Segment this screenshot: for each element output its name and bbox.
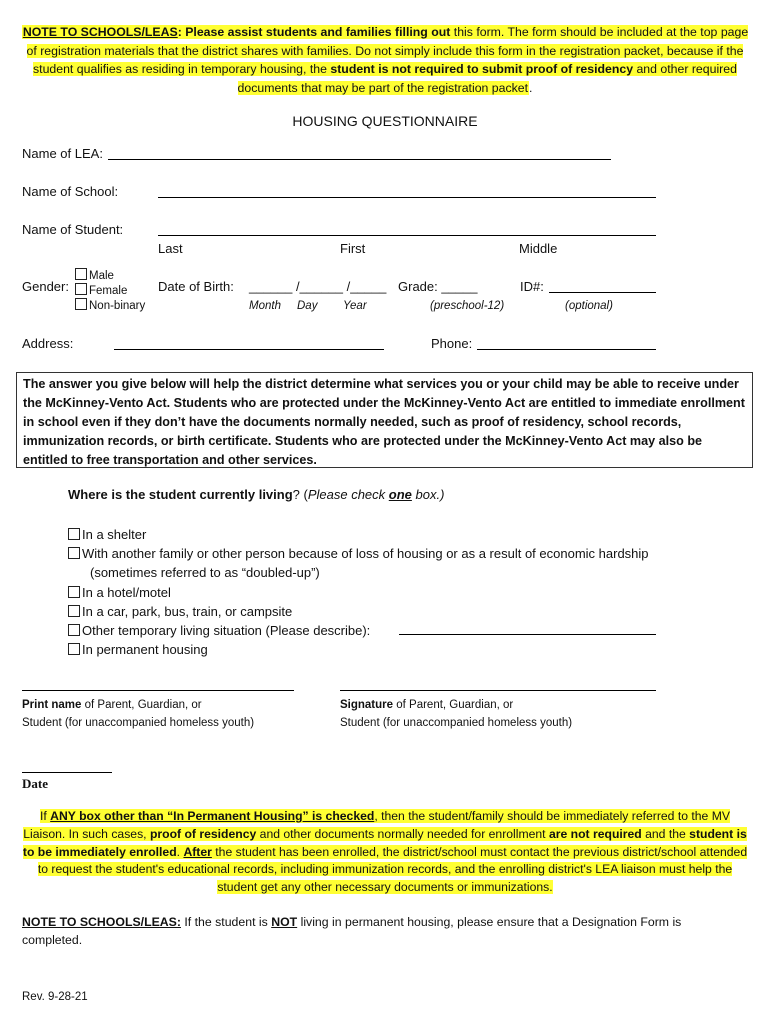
dob-label: Date of Birth: <box>158 279 234 294</box>
checkbox-icon[interactable] <box>75 283 87 295</box>
option-label: In a car, park, bus, train, or campsite <box>82 603 293 619</box>
referral-text: and the <box>641 826 690 841</box>
option-label: In a hotel/motel <box>82 584 171 600</box>
option-label: In permanent housing <box>82 642 208 658</box>
checkbox-icon[interactable] <box>75 298 87 310</box>
phone-input[interactable] <box>477 349 656 350</box>
question-text: Where is the student currently living <box>68 487 293 502</box>
student-input[interactable] <box>158 235 656 236</box>
date-label: Date <box>22 776 48 791</box>
signature-bold: Signature <box>340 699 394 711</box>
bottom-note-not: NOT <box>271 915 298 929</box>
bottom-note <box>22 913 722 949</box>
top-note-text: this form. The form should be included at the top page of registration materials that the district shares with families. Do not simply include this form in the registration packet, because if the student qualifies as residing in temporary housing, the <box>26 25 749 76</box>
referral-text: the student has been enrolled, the district/school must contact the previous district/school attended to request the student's educational records, including immunization records, and the enrolling district's LEA liaison must help the student get any other necessary documents or immunizations. <box>37 844 748 895</box>
option-doubled-up-note: (sometimes referred to as “doubled-up”) <box>90 565 320 581</box>
phone-label: Phone: <box>431 336 473 351</box>
gender-option-label: Female <box>89 285 128 297</box>
lea-input[interactable] <box>108 159 611 160</box>
signature-text: of Parent, Guardian, or <box>393 699 514 711</box>
referral-emphasis: proof of residency <box>149 826 257 841</box>
dob-month-label: Month <box>249 300 281 312</box>
middle-name-label: Middle <box>519 241 558 256</box>
referral-text: and other documents normally needed for enrollment <box>256 826 549 841</box>
address-input[interactable] <box>114 349 384 350</box>
bottom-note-text-2: living in permanent housing, please ensure that a Designation Form is completed. <box>22 915 682 947</box>
referral-text: . <box>176 844 184 859</box>
address-label: Address: <box>22 336 74 351</box>
gender-option-male[interactable] <box>75 268 145 283</box>
referral-emphasis: After <box>183 844 212 859</box>
page-title: HOUSING QUESTIONNAIRE <box>292 113 478 129</box>
bottom-note-text: If the student is <box>180 915 272 929</box>
signature-input[interactable] <box>340 690 656 691</box>
print-name-bold: Print name <box>22 699 82 711</box>
referral-emphasis: ANY box other than “In Permanent Housing” is checked <box>50 809 375 823</box>
date-input[interactable] <box>22 772 112 773</box>
school-input[interactable] <box>158 197 656 198</box>
print-name-label <box>22 696 254 732</box>
option-shelter[interactable] <box>68 525 649 544</box>
option-car-park[interactable] <box>68 602 649 621</box>
gender-option-label: Non-binary <box>89 300 146 312</box>
question-hint-end: box.) <box>411 487 445 502</box>
print-name-text-2: Student (for unaccompanied homeless youth) <box>22 717 255 729</box>
gender-option-nonbinary[interactable] <box>75 298 145 313</box>
top-note-lead-bold: : Please assist students and families filling out <box>177 25 451 39</box>
option-label: Other temporary living situation (Please describe): <box>82 623 371 639</box>
signature-label <box>340 696 572 732</box>
referral-text: If <box>40 809 51 823</box>
option-label: In a shelter <box>82 527 147 542</box>
question-hint-one: one <box>388 487 412 502</box>
id-hint: (optional) <box>565 300 613 312</box>
other-describe-input[interactable] <box>399 634 656 635</box>
grade-hint: (preschool-12) <box>430 300 505 312</box>
bottom-note-lead: NOTE TO SCHOOLS/LEAS: <box>22 915 181 929</box>
checkbox-icon[interactable] <box>68 605 80 617</box>
living-options <box>68 525 649 659</box>
question-punct: ? ( <box>292 487 308 502</box>
top-note-lead: NOTE TO SCHOOLS/LEAS <box>22 25 178 39</box>
gender-option-label: Male <box>89 270 114 282</box>
checkbox-icon[interactable] <box>68 643 80 655</box>
info-box: The answer you give below will help the district determine what services you or your child may be able to receive under the McKinney-Vento Act. Students who are protected under the McKinney-Vento Act are entitled to immediate enrollment in school even if they don’t have the documents normally needed, such as proof of residency, school records, immunization records, or birth certificate. Students who are protected under the McKinney-Vento Act may also be entitled to free transportation and other services. <box>16 372 753 468</box>
option-label: With another family or other person because of loss of housing or as a result of economic hardship <box>82 546 649 562</box>
revision-label: Rev. 9-28-21 <box>22 991 88 1003</box>
top-note-text-2: and other required documents that may be part of the registration packet <box>237 62 737 95</box>
school-label: Name of School: <box>22 184 119 199</box>
grade-input[interactable]: Grade: _____ <box>398 279 478 294</box>
checkbox-icon[interactable] <box>68 624 80 636</box>
dob-year-label: Year <box>343 300 367 312</box>
first-name-label: First <box>340 241 366 256</box>
checkbox-icon[interactable] <box>68 586 80 598</box>
top-note-bold: student is not required to submit proof of residency <box>330 62 634 76</box>
referral-note <box>22 808 748 897</box>
option-hotel[interactable] <box>68 583 649 602</box>
option-other[interactable] <box>68 621 649 640</box>
print-name-text: of Parent, Guardian, or <box>81 699 202 711</box>
last-name-label: Last <box>158 241 183 256</box>
signature-text-2: Student (for unaccompanied homeless youth) <box>340 717 573 729</box>
dob-input[interactable]: ______ /______ /_____ <box>249 279 387 294</box>
question-hint: Please check <box>307 487 389 502</box>
option-permanent[interactable] <box>68 640 649 659</box>
referral-emphasis: are not required <box>548 826 642 841</box>
student-label: Name of Student: <box>22 222 124 237</box>
top-note-end: . <box>529 80 533 95</box>
living-question <box>68 487 444 502</box>
gender-label: Gender: <box>22 279 69 294</box>
print-name-input[interactable] <box>22 690 294 691</box>
top-note <box>20 23 750 97</box>
checkbox-icon[interactable] <box>68 547 80 559</box>
checkbox-icon[interactable] <box>75 268 87 280</box>
id-input[interactable] <box>549 292 656 293</box>
referral-emphasis: student is to be immediately enrolled <box>22 826 747 859</box>
checkbox-icon[interactable] <box>68 528 80 540</box>
lea-label: Name of LEA: <box>22 146 103 161</box>
gender-options <box>75 268 145 313</box>
id-label: ID#: <box>520 279 544 294</box>
option-doubled-up[interactable] <box>68 544 649 563</box>
referral-text: , then the student/family should be immediately referred to the MV Liaison. In such cases, <box>23 809 730 841</box>
gender-option-female[interactable] <box>75 283 145 298</box>
dob-day-label: Day <box>297 300 318 312</box>
